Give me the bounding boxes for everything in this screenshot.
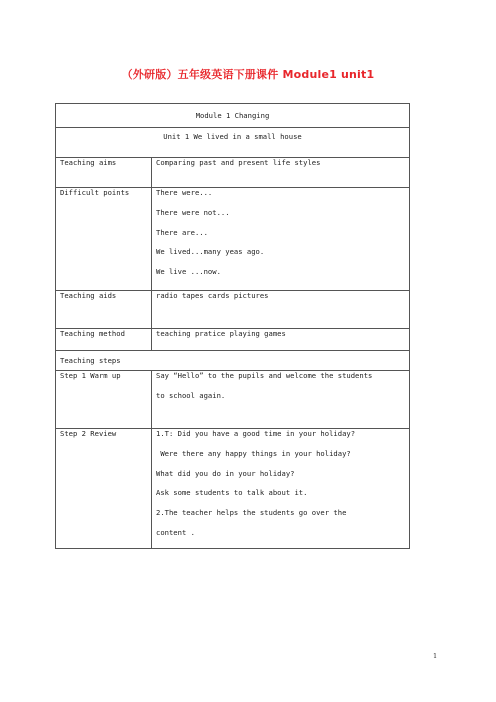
step1-line: Say “Hello” to the pupils and welcome the students: [156, 371, 373, 380]
difficult-point-item: We live ...now.: [156, 267, 221, 277]
unit-row: [56, 128, 410, 158]
teaching-steps-row: [56, 351, 410, 371]
teaching-steps-label: Teaching steps: [56, 351, 410, 371]
step1-row: [56, 371, 410, 429]
document-title: （外研版）五年级英语下册课件 Module1 unit1: [121, 68, 375, 81]
module-title: Module 1 Changing: [56, 104, 410, 128]
teaching-aims-label: Teaching aims: [56, 158, 152, 188]
teaching-aims-row: [56, 158, 410, 188]
teaching-aids-value: radio tapes cards pictures: [152, 291, 410, 329]
step2-line: 2.The teacher helps the students go over the: [156, 508, 347, 518]
teaching-method-row: [56, 329, 410, 351]
step2-line: Were there any happy things in your holiday?: [156, 448, 351, 458]
lesson-plan-table: [55, 103, 410, 549]
step1-label: Step 1 Warm up: [56, 371, 152, 429]
difficult-point-item: There were...: [156, 188, 213, 197]
difficult-point-item: There are...: [156, 227, 208, 237]
difficult-point-item: There were not...: [156, 207, 230, 217]
teaching-method-value: teaching pratice playing games: [152, 329, 410, 351]
step2-line: Ask some students to talk about it.: [156, 488, 308, 498]
step2-row: [56, 429, 410, 549]
difficult-points-row: [56, 188, 410, 291]
step1-line: to school again.: [156, 390, 226, 400]
teaching-aims-value: Comparing past and present life styles: [152, 158, 410, 188]
difficult-points-list: [152, 188, 410, 291]
teaching-aids-row: [56, 291, 410, 329]
teaching-method-label: Teaching method: [56, 329, 152, 351]
step2-line: content .: [156, 527, 195, 537]
difficult-point-item: We lived...many yeas ago.: [156, 247, 265, 257]
step2-content: [152, 429, 410, 549]
step1-content: [152, 371, 410, 429]
page-number: 1: [433, 652, 438, 660]
module-row: [56, 104, 410, 128]
step2-line: What did you do in your holiday?: [156, 468, 295, 478]
teaching-aids-label: Teaching aids: [56, 291, 152, 329]
step2-label: Step 2 Review: [56, 429, 152, 549]
difficult-points-label: Difficult points: [56, 188, 152, 291]
unit-title: Unit 1 We lived in a small house: [56, 128, 410, 158]
step2-line: 1.T: Did you have a good time in your holiday?: [156, 429, 356, 438]
